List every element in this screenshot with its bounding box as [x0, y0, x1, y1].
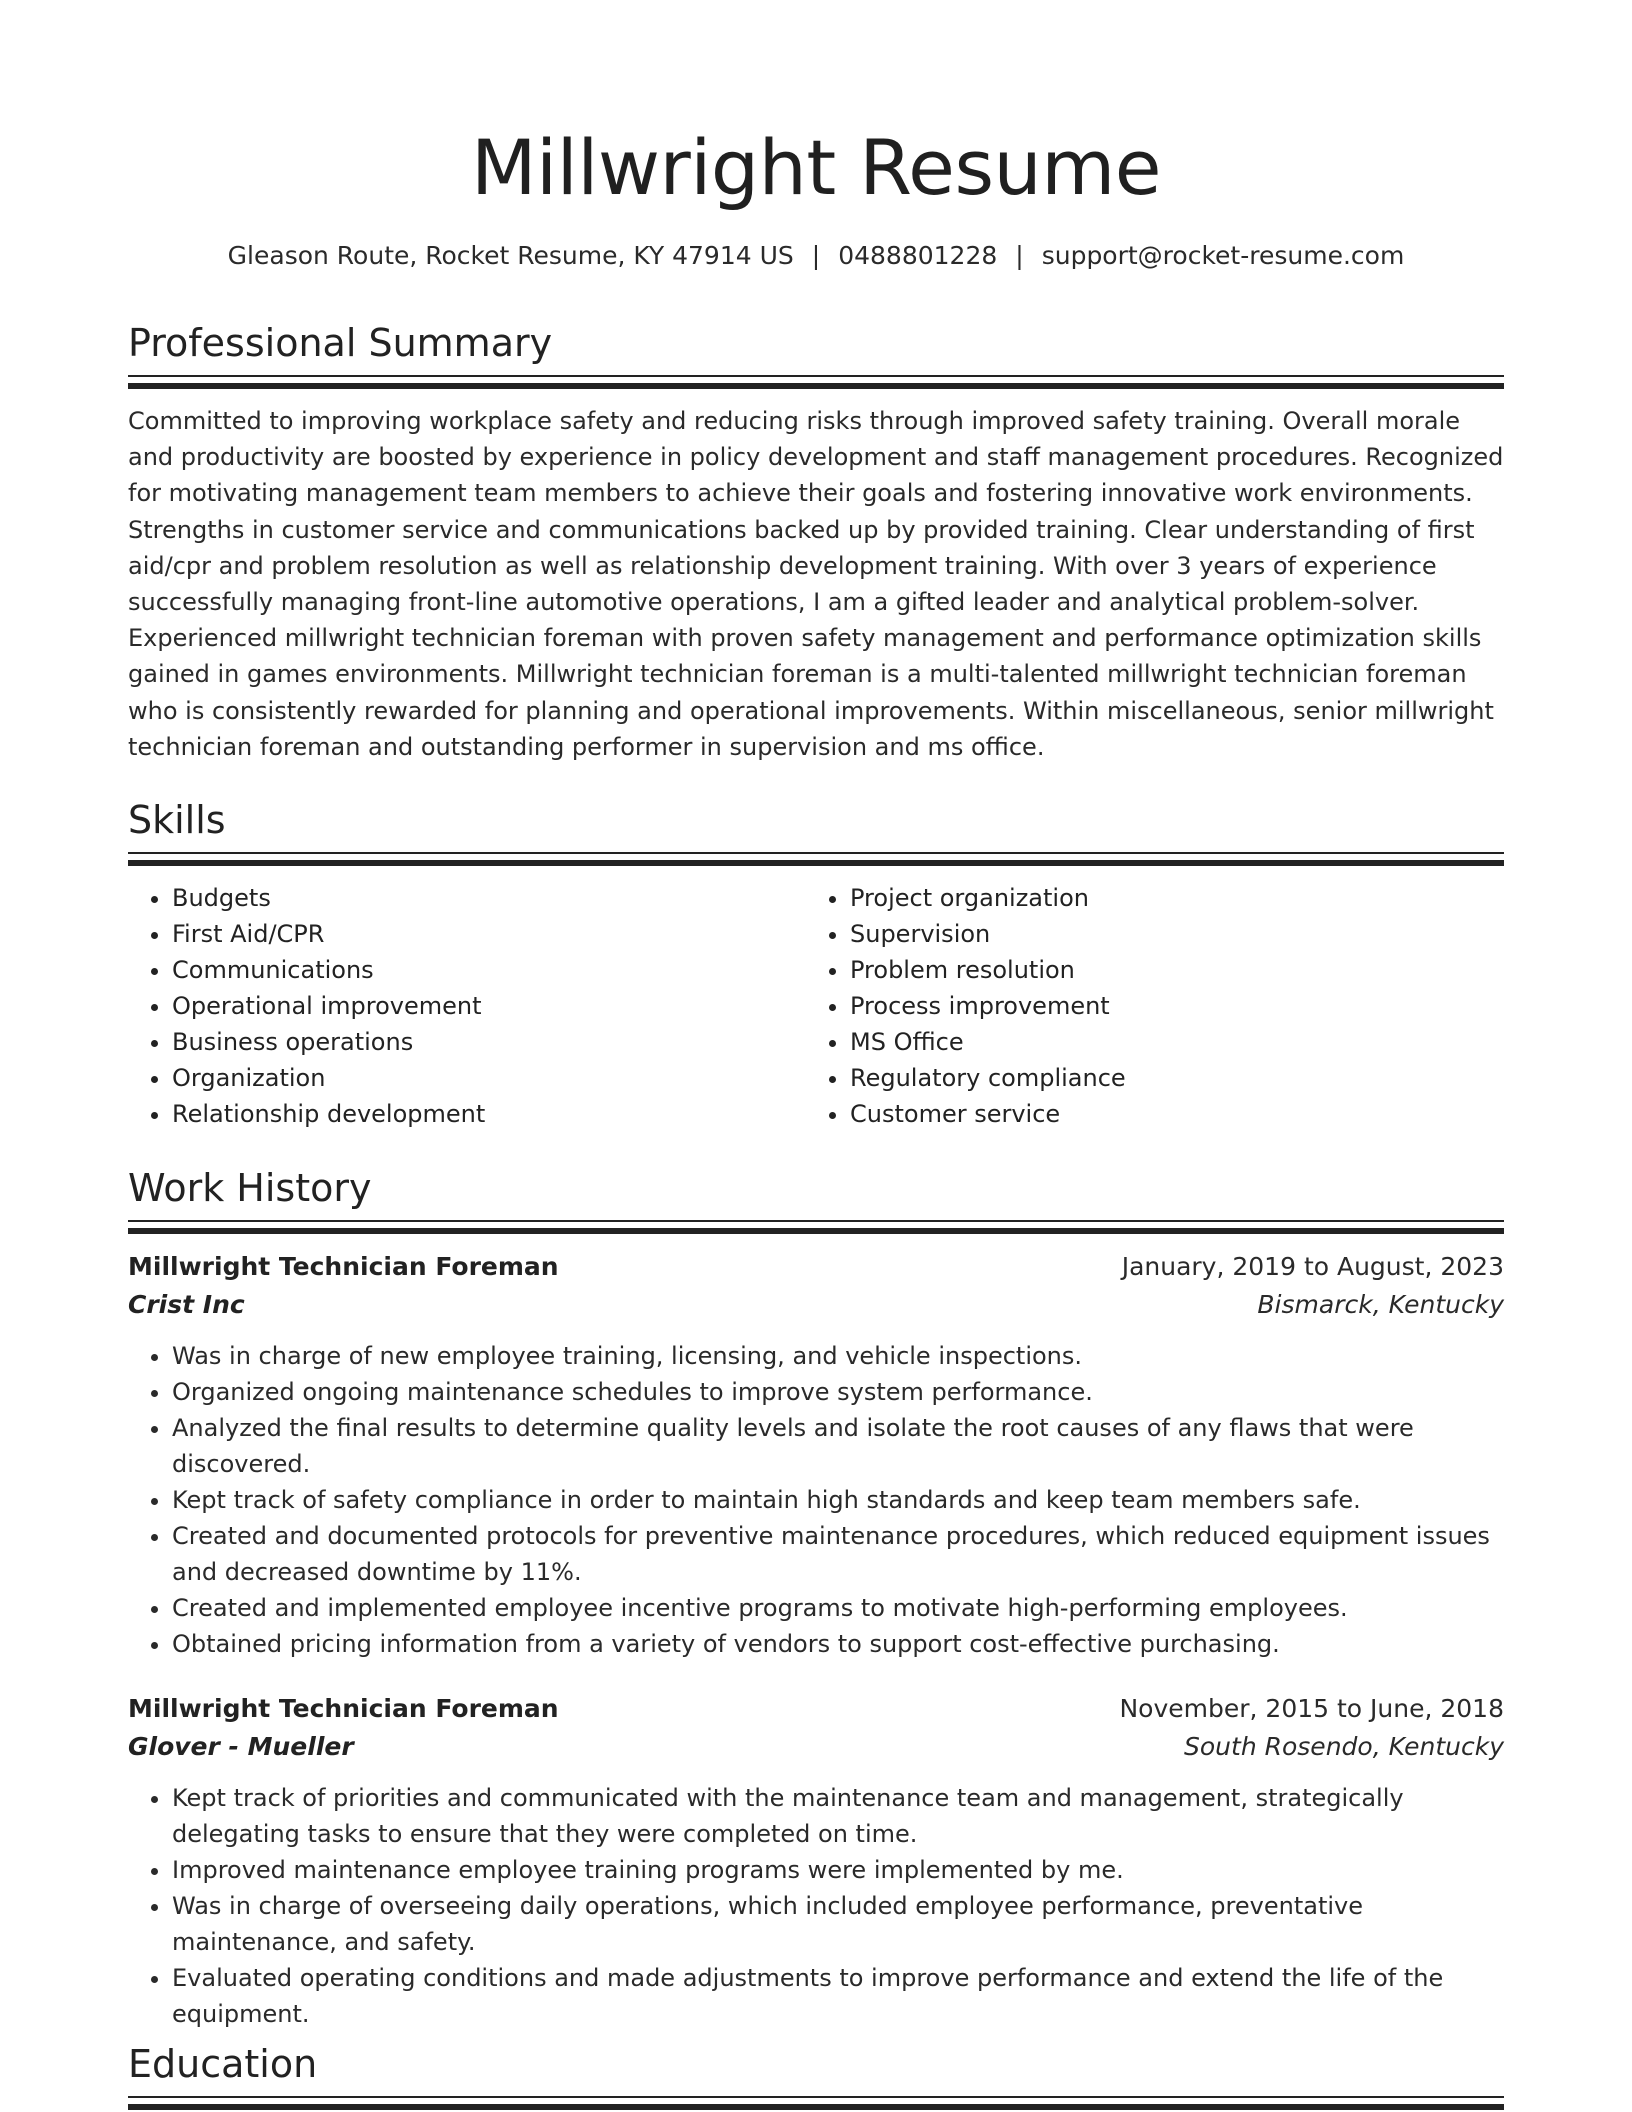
- job-company: Glover - Mueller: [128, 1732, 354, 1761]
- contact-phone: 0488801228: [838, 241, 998, 270]
- job-location: South Rosendo, Kentucky: [1184, 1732, 1504, 1761]
- job-bullets: [128, 1338, 1504, 1662]
- skill-item: • Organization: [172, 1060, 806, 1096]
- work-history-heading: Work History: [128, 1166, 372, 1210]
- job-title: Millwright Technician Foreman: [128, 1252, 559, 1281]
- summary-heading: Professional Summary: [128, 321, 553, 365]
- skill-item: • Communications: [172, 952, 806, 988]
- skills-list-left: [128, 880, 806, 1132]
- job-bullet: • Kept track of priorities and communicated with the maintenance team and management, strategically delegating tasks to ensure that they were completed on time.: [172, 1780, 1504, 1852]
- job-entry: [128, 1248, 1504, 1662]
- job-bullet: • Created and documented protocols for preventive maintenance procedures, which reduced equipment issues and decreased downtime by 11%.: [172, 1518, 1504, 1590]
- job-bullet: • Created and implemented employee incentive programs to motivate high-performing employees.: [172, 1590, 1504, 1626]
- contact-separator: |: [1015, 241, 1024, 270]
- section-divider: [128, 2096, 1504, 2110]
- contact-address: Gleason Route, Rocket Resume, KY 47914 US: [227, 241, 794, 270]
- skill-item: • Supervision: [850, 916, 1484, 952]
- job-bullet: • Improved maintenance employee training programs were implemented by me.: [172, 1852, 1504, 1888]
- skill-item: • First Aid/CPR: [172, 916, 806, 952]
- skill-item: • Customer service: [850, 1096, 1484, 1132]
- job-entry: [128, 1690, 1504, 2032]
- job-bullet: • Organized ongoing maintenance schedules to improve system performance.: [172, 1374, 1504, 1410]
- skill-item: • Budgets: [172, 880, 806, 916]
- resume-title: Millwright Resume: [470, 123, 1161, 212]
- contact-line: [128, 238, 1504, 274]
- section-divider: [128, 375, 1504, 389]
- section-divider: [128, 852, 1504, 866]
- skills-list-right: [806, 880, 1484, 1132]
- skills-heading: Skills: [128, 798, 226, 842]
- job-bullet: • Evaluated operating conditions and made adjustments to improve performance and extend the life of the equipment.: [172, 1960, 1504, 2032]
- skill-item: • Process improvement: [850, 988, 1484, 1024]
- job-location: Bismarck, Kentucky: [1257, 1290, 1504, 1319]
- education-heading: Education: [128, 2042, 318, 2086]
- job-bullet: • Obtained pricing information from a variety of vendors to support cost-effective purchasing.: [172, 1626, 1504, 1662]
- job-bullets: [128, 1780, 1504, 2032]
- work-history-section: [128, 1164, 1504, 2032]
- job-bullet: • Kept track of safety compliance in order to maintain high standards and keep team members safe.: [172, 1482, 1504, 1518]
- skill-item: • Business operations: [172, 1024, 806, 1060]
- contact-separator: |: [811, 241, 821, 270]
- job-bullet: • Was in charge of new employee training, licensing, and vehicle inspections.: [172, 1338, 1504, 1374]
- skill-item: • MS Office: [850, 1024, 1484, 1060]
- job-title: Millwright Technician Foreman: [128, 1694, 559, 1723]
- skills-columns: [128, 880, 1504, 1132]
- skill-item: • Operational improvement: [172, 988, 806, 1024]
- summary-text: Committed to improving workplace safety and reducing risks through improved safety training. Overall morale and productivity are boosted by experience in policy development and staff management procedures. Recognized for motivating management team members to achieve their goals and fostering innovative work environments. Strengths in customer service and communications backed up by provided training. Clear understanding of first aid/cpr and problem resolution as well as relationship development training. With over 3 years of experience successfully managing front-line automotive operations, I am a gifted leader and analytical problem-solver. Experienced millwright technician foreman with proven safety management and performance optimization skills gained in games environments. Millwright technician foreman is a multi-talented millwright technician foreman who is consistently rewarded for planning and operational improvements. Within miscellaneous, senior millwright technician foreman and outstanding performer in supervision and ms office.: [128, 407, 1504, 761]
- job-bullet: • Was in charge of overseeing daily operations, which included employee performance, preventative maintenance, and safety.: [172, 1888, 1504, 1960]
- skill-item: • Project organization: [850, 880, 1484, 916]
- contact-email: support@rocket-resume.com: [1041, 241, 1405, 270]
- job-bullet: • Analyzed the final results to determine quality levels and isolate the root causes of any flaws that were discovered.: [172, 1410, 1504, 1482]
- skill-item: • Problem resolution: [850, 952, 1484, 988]
- job-company: Crist Inc: [128, 1290, 245, 1319]
- skill-item: • Relationship development: [172, 1096, 806, 1132]
- section-divider: [128, 1220, 1504, 1234]
- job-dates: January, 2019 to August, 2023: [1121, 1252, 1504, 1281]
- skill-item: • Regulatory compliance: [850, 1060, 1484, 1096]
- skills-section: [128, 796, 1504, 1132]
- education-section: [128, 2040, 1504, 2110]
- job-dates: November, 2015 to June, 2018: [1119, 1694, 1504, 1723]
- summary-section: [128, 319, 1504, 765]
